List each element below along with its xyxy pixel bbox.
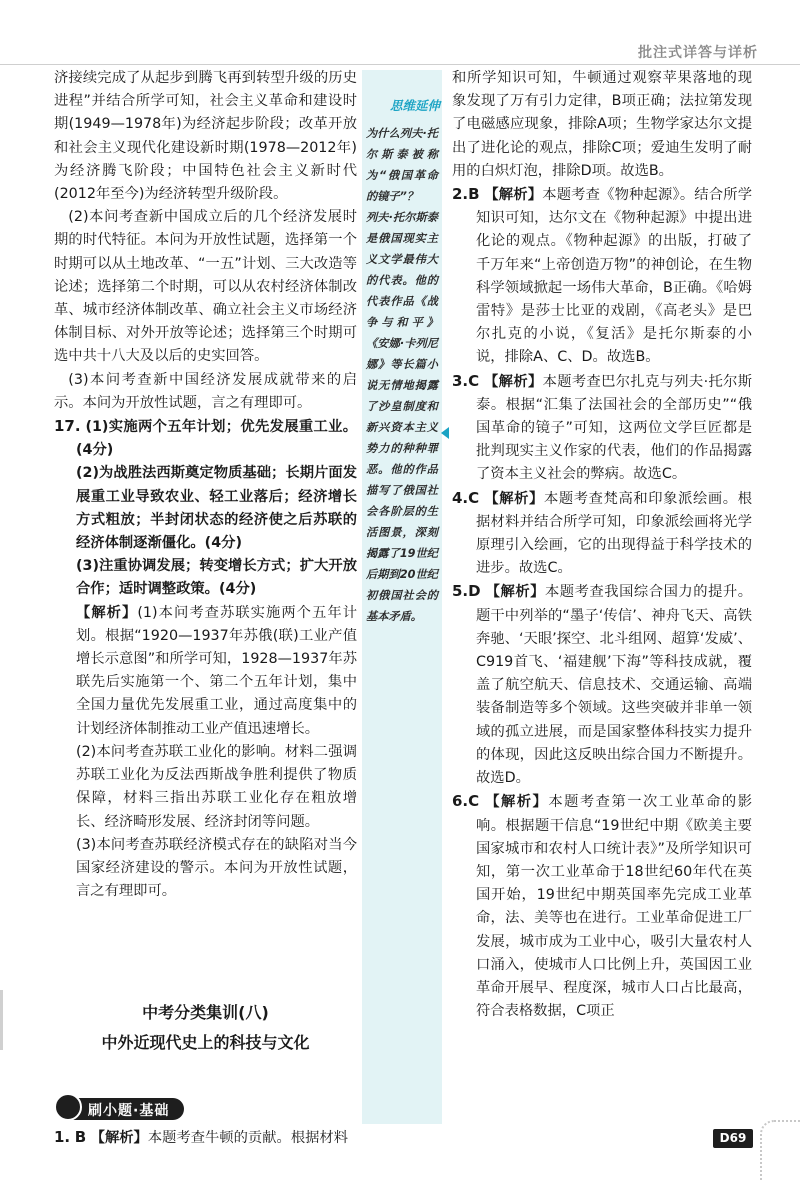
answer-text: (2)为战胜法西斯奠定物质基础；长期片面发展重工业导致农业、轻工业落后；经济增长方式粗放；半封闭状态的经济使之后苏联的经济体制逐渐僵化。(4分) — [76, 465, 357, 552]
answer-text: (3)注重协调发展；转变增长方式；扩大开放合作；适时调整政策。(4分) — [76, 558, 357, 598]
question-number: 3. — [452, 371, 469, 390]
edge-mark — [0, 990, 3, 1050]
analysis-text: (1)本问考查苏联实施两个五年计划。根据“1920—1937年苏俄(联)工业产值增长示意图”和所学可知，1928—1937年苏联先后实施第一个、第二个五年计划，集中全国力量优先发展重工业，通过高度集中的计划经济体制推动工业产值迅速增长。 — [76, 604, 357, 737]
question-1 — [54, 1126, 357, 1150]
question-number: 2. — [452, 185, 469, 204]
question-number: 5. — [452, 582, 469, 601]
question-6 — [452, 790, 752, 1023]
question-number: 6. — [452, 792, 469, 811]
analysis-text: 本题考查梵高和印象派绘画。根据材料并结合所学可知，印象派绘画将光学原理引入绘画，它的出现得益于科学技术的进步。故选C。 — [476, 490, 753, 577]
answer-text: (1)实施两个五年计划；优先发展重工业。(4分) — [76, 419, 358, 459]
answer-letter: B — [74, 1128, 87, 1146]
analysis-label: 【解析】 — [485, 584, 545, 601]
sidebar-question: 为什么列夫·托尔斯泰被称为“俄国革命的镜子”？ — [366, 127, 438, 203]
analysis-label: 【解析】 — [90, 1130, 148, 1146]
analysis-text: 本题考查《物种起源》。结合所学知识可知，达尔文在《物种起源》中提出进化论的观点。《物种起源》的出版，打破了千万年来“上帝创造万物”的神创论，在生物科学领域掀起一场伟大革命，B正确。《哈姆雷特》是莎士比亚的戏剧，《高老头》是巴尔扎克的小说，《复活》是托尔斯泰的小说，排除A、C、D。故选B。 — [476, 187, 753, 366]
answer-letter: B — [468, 185, 480, 204]
question-number: 17. — [54, 417, 81, 436]
paragraph: 和所学知识可知，牛顿通过观察苹果落地的现象发现了万有引力定律，B项正确；法拉第发现了电磁感应现象，排除A项；生物学家达尔文提出了进化论的观点，排除C项；爱迪生发明了耐用的白炽灯泡，排除D项。故选B。 — [452, 70, 752, 179]
page-number: D69 — [713, 1129, 753, 1148]
question-17 — [54, 415, 357, 903]
sidebar-title: 思维延伸 — [389, 98, 440, 113]
analysis-label: 【解析】 — [484, 490, 544, 507]
question-number: 4. — [452, 488, 469, 507]
analysis-label: 【解析】 — [76, 604, 138, 621]
pointer-arrow-icon — [441, 427, 449, 439]
header-title: 批注式详答与详析 — [638, 45, 758, 61]
paragraph: 济接续完成了从起步到腾飞再到转型升级的历史进程”并结合所学可知，社会主义革命和建设时期(1949—1978年)为经济起步阶段；改革开放和社会主义现代化建设新时期(1978—2012年)为经济腾飞阶段；中国特色社会主义新时代(2012年至今)为经济转型升级阶段。 — [54, 70, 357, 203]
badge-label: 刷小题·基础 — [88, 1103, 170, 1119]
answer-letter: D — [468, 582, 481, 601]
question-2 — [452, 183, 752, 370]
right-column — [452, 67, 752, 1023]
answer-letter: C — [468, 792, 480, 811]
paragraph: (3)本问考查新中国经济发展成就带来的启示。本问为开放性试题，言之有理即可。 — [54, 371, 357, 411]
answer-letter: C — [468, 371, 480, 390]
analysis-text: (3)本问考查苏联经济模式存在的缺陷对当今国家经济建设的警示。本问为开放性试题，言之有理即可。 — [76, 836, 357, 900]
left-column — [54, 67, 357, 903]
question-5 — [452, 580, 752, 790]
sidebar-answer: 列夫·托尔斯泰是俄国现实主义文学最伟大的代表。他的代表作品《战争与和平》《安娜·卡列尼娜》等长篇小说无情地揭露了沙皇制度和新兴资本主义势力的种种罪恶。他的作品描写了俄国社会各阶层的生活图景，深刻揭露了19世纪后期到20世纪初俄国社会的基本矛盾。 — [366, 211, 438, 623]
brush-icon — [54, 1093, 82, 1121]
analysis-label: 【解析】 — [485, 794, 549, 811]
analysis-text: 本题考查牛顿的贡献。根据材料 — [147, 1130, 349, 1146]
paragraph: (2)本问考查新中国成立后的几个经济发展时期的时代特征。本问为开放性试题，选择第一个时期可以从土地改革、“一五”计划、三大改造等论述；选择第二个时期，可以从农村经济体制改革、城市经济体制改革、确立社会主义市场经济体制目标、对外开放等论述；选择第三个时期可选中共十八大及以后的史实回答。 — [54, 209, 357, 365]
section-title: 中考分类集训(八) — [142, 1003, 269, 1022]
page-header — [0, 0, 800, 65]
question-4 — [452, 487, 752, 581]
analysis-text: 本题考查第一次工业革命的影响。根据题干信息“19世纪中期《欧美主要国家城市和农村人口统计表》”及所学知识可知，第一次工业革命于18世纪60年代在英国开始，19世纪中期英国率先完成工业革命，法、美等也在进行。工业革命促进工厂发展，城市成为工业中心，吸引大量农村人口涌入，使城市人口比例上升，英国因工业革命开展早、程度深，城市人口占比最高，符合表格数据，C项正 — [476, 794, 753, 1020]
analysis-text: 本题考查我国综合国力的提升。题干中列举的“墨子‘传信’、神舟飞天、高铁奔驰、‘天眼’探空、北斗组网、超算‘发威’、C919首飞、‘福建舰’下海”等科技成就，覆盖了航空航天、信息技术、交通运输、高端装备制造等多个领域。这些突破并非单一领域的孤立进展，而是国家整体科技实力提升的体现，因此这反映出综合国力不断提升。故选D。 — [476, 584, 753, 787]
section-badge — [54, 1093, 189, 1121]
section-subtitle: 中外近现代史上的科技与文化 — [101, 1033, 310, 1052]
analysis-text: (2)本问考查苏联工业化的影响。材料二强调苏联工业化为反法西斯战争胜利提供了物质保障，材料三指出苏联工业化存在粗放增长、经济畸形发展、经济封闭等问题。 — [76, 743, 357, 830]
question-3 — [452, 370, 752, 487]
answer-letter: C — [468, 488, 480, 507]
analysis-label: 【解析】 — [484, 373, 543, 390]
corner-decoration — [760, 1120, 800, 1180]
question-number: 1. — [54, 1128, 71, 1146]
sidebar-body — [366, 123, 438, 627]
analysis-text: 本题考查巴尔扎克与列夫·托尔斯泰。根据“汇集了法国社会的全部历史”“俄国革命的镜子”可知，这两位文学巨匠都是批判现实主义作家的代表，他们的作品揭露了资本主义社会的弊病。故选C。 — [476, 373, 753, 483]
analysis-label: 【解析】 — [484, 187, 543, 204]
